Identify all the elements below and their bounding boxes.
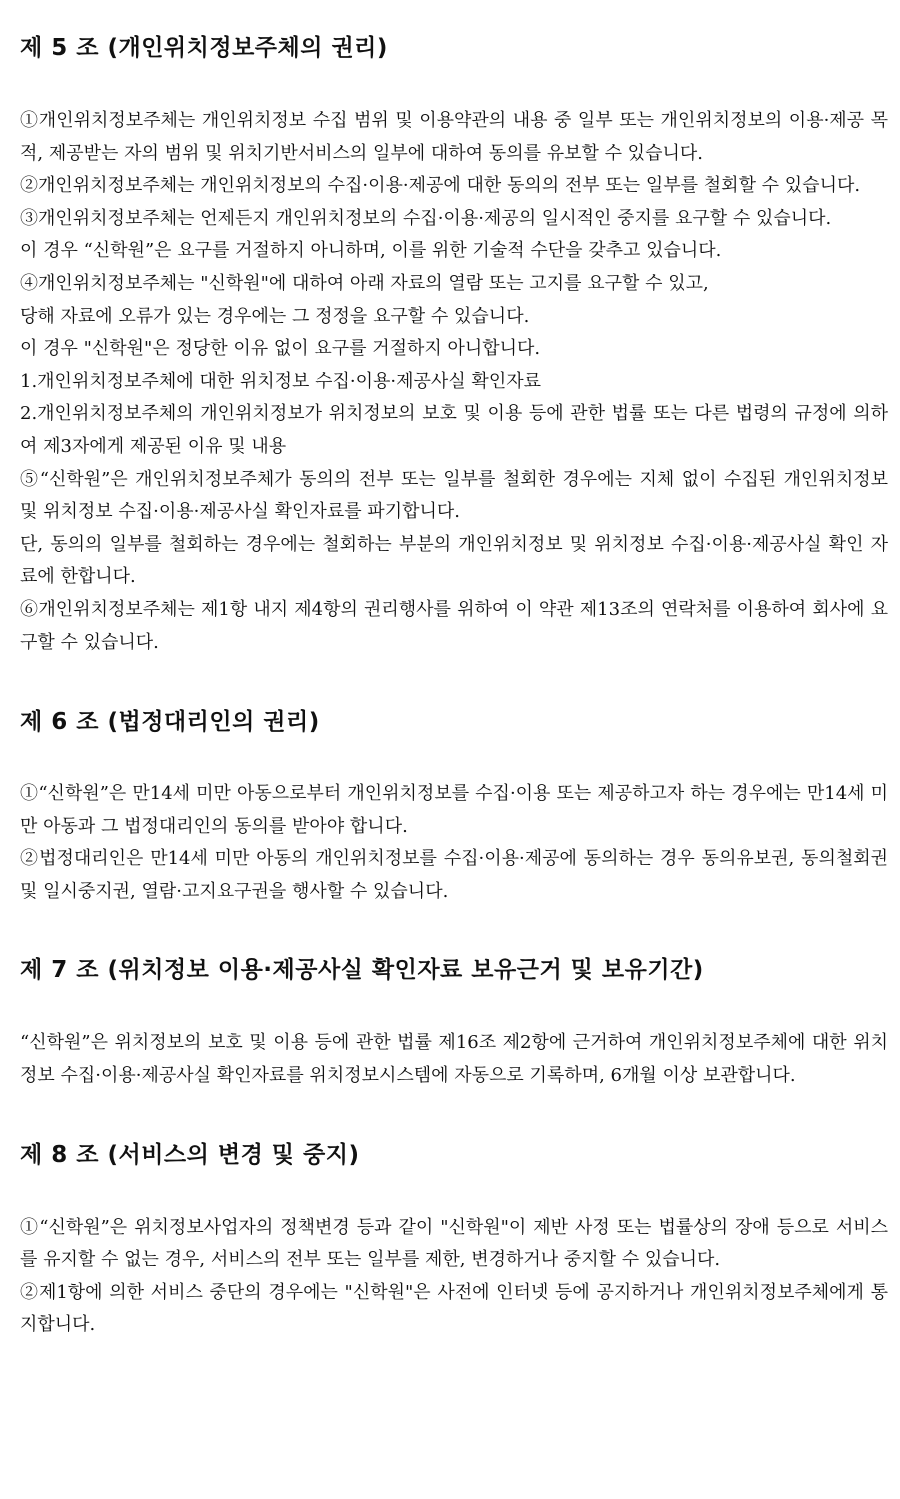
article-5-paragraph: 이 경우 “신학원”은 요구를 거절하지 아니하며, 이를 위한 기술적 수단을 갖추고 있습니다. xyxy=(20,240,722,262)
article-7-body xyxy=(20,1027,888,1092)
article-7-paragraph: “신학원”은 위치정보의 보호 및 이용 등에 관한 법률 제16조 제2항에 근거하여 개인위치정보주체에 대한 위치정보 수집·이용·제공사실 확인자료를 위치정보시스템에 자동으로 기록하며, 6개월 이상 보관합니다. xyxy=(20,1032,888,1087)
article-8-heading: 제 8 조 (서비스의 변경 및 중지) xyxy=(20,1141,360,1168)
article-5-paragraph: ①개인위치정보주체는 개인위치정보 수집 범위 및 이용약관의 내용 중 일부 또는 개인위치정보의 이용·제공 목적, 제공받는 자의 범위 및 위치기반서비스의 일부에 대하여 동의를 유보할 수 있습니다. xyxy=(20,110,888,164)
article-5-paragraph: ④개인위치정보주체는 "신학원"에 대하여 아래 자료의 열람 또는 고지를 요구할 수 있고, xyxy=(20,272,709,294)
article-8-paragraph: ②제1항에 의한 서비스 중단의 경우에는 "신학원"은 사전에 인터넷 등에 공지하거나 개인위치정보주체에게 통지합니다. xyxy=(20,1281,888,1336)
article-5-paragraph: 이 경우 "신학원"은 정당한 이유 없이 요구를 거절하지 아니합니다. xyxy=(20,338,541,360)
article-5-body xyxy=(20,105,888,659)
article-5-paragraph: ⑥개인위치정보주체는 제1항 내지 제4항의 권리행사를 위하여 이 약관 제13조의 연락처를 이용하여 회사에 요구할 수 있습니다. xyxy=(20,598,888,653)
article-6-paragraph: ②법정대리인은 만14세 미만 아동의 개인위치정보를 수집·이용·제공에 동의하는 경우 동의유보권, 동의철회권 및 일시중지권, 열람·고지요구권을 행사할 수 있습니다. xyxy=(20,848,888,902)
article-5-paragraph: 당해 자료에 오류가 있는 경우에는 그 정정을 요구할 수 있습니다. xyxy=(20,305,530,327)
article-5-list-item: 2.개인위치정보주체의 개인위치정보가 위치정보의 보호 및 이용 등에 관한 법률 또는 다른 법령의 규정에 의하여 제3자에게 제공된 이유 및 내용 xyxy=(20,403,888,457)
article-5-paragraph: 단, 동의의 일부를 철회하는 경우에는 철회하는 부분의 개인위치정보 및 위치정보 수집·이용·제공사실 확인 자료에 한합니다. xyxy=(20,533,888,588)
article-8-paragraph: ①“신학원”은 위치정보사업자의 정책변경 등과 같이 "신학원"이 제반 사정 또는 법률상의 장애 등으로 서비스를 유지할 수 없는 경우, 서비스의 전부 또는 일부를 제한, 변경하거나 중지할 수 있습니다. xyxy=(20,1216,888,1271)
article-8-body xyxy=(20,1212,888,1342)
article-5-heading: 제 5 조 (개인위치정보주체의 권리) xyxy=(20,35,388,61)
article-5-list-item: 1.개인위치정보주체에 대한 위치정보 수집·이용·제공사실 확인자료 xyxy=(20,370,541,392)
article-5-paragraph: ⑤“신학원”은 개인위치정보주체가 동의의 전부 또는 일부를 철회한 경우에는 지체 없이 수집된 개인위치정보 및 위치정보 수집·이용·제공사실 확인자료를 파기합니다. xyxy=(20,468,888,523)
article-6-paragraph: ①“신학원”은 만14세 미만 아동으로부터 개인위치정보를 수집·이용 또는 제공하고자 하는 경우에는 만14세 미만 아동과 그 법정대리인의 동의를 받아야 합니다. xyxy=(20,783,888,837)
terms-document xyxy=(0,33,900,1342)
article-5-paragraph: ②개인위치정보주체는 개인위치정보의 수집·이용·제공에 대한 동의의 전부 또는 일부를 철회할 수 있습니다. xyxy=(20,175,861,197)
article-6-heading: 제 6 조 (법정대리인의 권리) xyxy=(20,709,320,736)
article-7-heading: 제 7 조 (위치정보 이용·제공사실 확인자료 보유근거 및 보유기간) xyxy=(20,957,704,984)
article-6-body xyxy=(20,778,888,908)
article-5-paragraph: ③개인위치정보주체는 언제든지 개인위치정보의 수집·이용·제공의 일시적인 중지를 요구할 수 있습니다. xyxy=(20,207,832,229)
